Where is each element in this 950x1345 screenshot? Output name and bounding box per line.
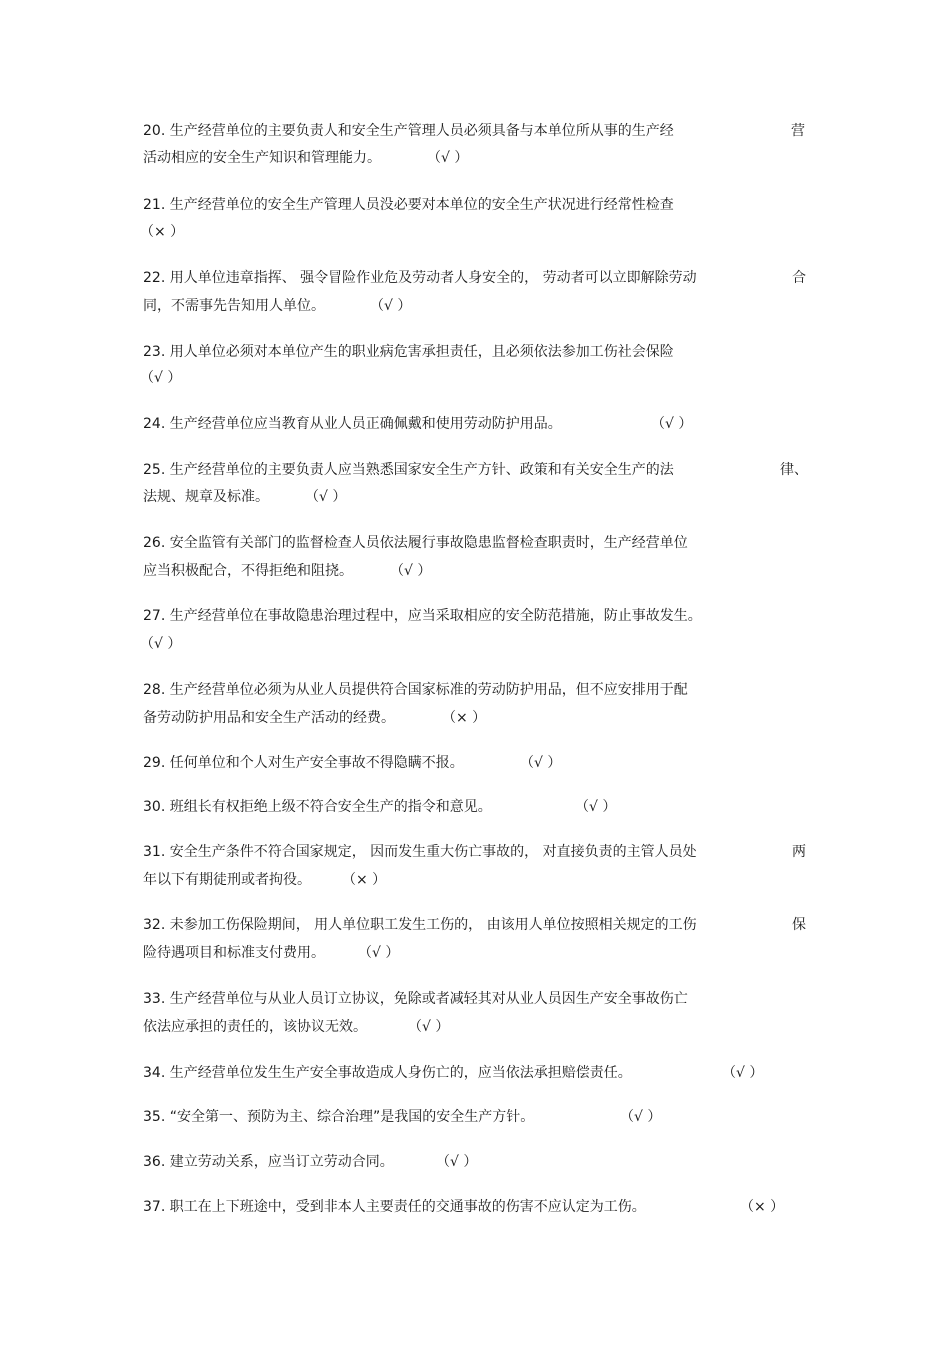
q37-line1: 37. 职工在上下班途中，受到非本人主要责任的交通事故的伤害不应认定为工伤。 <box>143 1199 646 1215</box>
q23-line1: 23. 用人单位必须对本单位产生的职业病危害承担责任，且必须依法参加工伤社会保险 <box>143 344 674 360</box>
q20-answer: （√ ） <box>427 150 469 166</box>
q22-line2: 同，不需事先告知用人单位。 <box>143 298 325 314</box>
q33-line2: 依法应承担的责任的，该协议无效。 <box>143 1019 367 1035</box>
q21-answer: （× ） <box>140 224 185 240</box>
q27-line1: 27. 生产经营单位在事故隐患治理过程中，应当采取相应的安全防范措施，防止事故发生。 <box>143 608 702 624</box>
q25-line1-end: 律、 <box>780 462 808 478</box>
q34-line1: 34. 生产经营单位发生生产安全事故造成人身伤亡的，应当依法承担赔偿责任。 <box>143 1065 632 1081</box>
q22-answer: （√ ） <box>370 298 412 314</box>
q28-answer: （× ） <box>442 710 487 726</box>
q33-answer: （√ ） <box>408 1019 450 1035</box>
q28-line2: 备劳动防护用品和安全生产活动的经费。 <box>143 710 395 726</box>
q25-line1: 25. 生产经营单位的主要负责人应当熟悉国家安全生产方针、政策和有关安全生产的法 <box>143 462 674 478</box>
q36-line1: 36. 建立劳动关系，应当订立劳动合同。 <box>143 1154 394 1170</box>
q26-answer: （√ ） <box>390 563 432 579</box>
q26-line2: 应当积极配合，不得拒绝和阻挠。 <box>143 563 353 579</box>
q22-line1: 22. 用人单位违章指挥、 强令冒险作业危及劳动者人身安全的， 劳动者可以立即解除劳动 <box>143 270 697 286</box>
q35-answer: （√ ） <box>620 1109 662 1125</box>
q29-line1: 29. 任何单位和个人对生产安全事故不得隐瞒不报。 <box>143 755 464 771</box>
q22-line1-end: 合 <box>792 270 806 286</box>
q24-answer: （√ ） <box>651 416 693 432</box>
q31-line2: 年以下有期徒刑或者拘役。 <box>143 872 311 888</box>
q37-answer: （× ） <box>740 1199 785 1215</box>
q25-line2: 法规、规章及标准。 <box>143 489 269 505</box>
q21-line1: 21. 生产经营单位的安全生产管理人员没必要对本单位的安全生产状况进行经常性检查 <box>143 197 674 213</box>
q31-line1-end: 两 <box>792 844 806 860</box>
q32-answer: （√ ） <box>358 945 400 961</box>
q20-line2: 活动相应的安全生产知识和管理能力。 <box>143 150 381 166</box>
q28-line1: 28. 生产经营单位必须为从业人员提供符合国家标准的劳动防护用品，但不应安排用于配 <box>143 682 688 698</box>
q25-answer: （√ ） <box>305 489 347 505</box>
q23-answer: （√ ） <box>140 370 182 386</box>
q20-line1: 20. 生产经营单位的主要负责人和安全生产管理人员必须具备与本单位所从事的生产经 <box>143 123 674 139</box>
q26-line1: 26. 安全监管有关部门的监督检查人员依法履行事故隐患监督检查职责时，生产经营单位 <box>143 535 688 551</box>
q33-line1: 33. 生产经营单位与从业人员订立协议，免除或者减轻其对从业人员因生产安全事故伤亡 <box>143 991 688 1007</box>
q30-answer: （√ ） <box>575 799 617 815</box>
q20-line1-end: 营 <box>791 123 805 139</box>
q34-answer: （√ ） <box>722 1065 764 1081</box>
q31-answer: （× ） <box>342 872 387 888</box>
q29-answer: （√ ） <box>520 755 562 771</box>
q35-line1: 35. “安全第一、预防为主、综合治理”是我国的安全生产方针。 <box>143 1109 535 1125</box>
q31-line1: 31. 安全生产条件不符合国家规定， 因而发生重大伤亡事故的， 对直接负责的主管人员处 <box>143 844 697 860</box>
q32-line2: 险待遇项目和标准支付费用。 <box>143 945 325 961</box>
q32-line1: 32. 未参加工伤保险期间， 用人单位职工发生工伤的， 由该用人单位按照相关规定的工伤 <box>143 917 697 933</box>
q36-answer: （√ ） <box>436 1154 478 1170</box>
q27-answer: （√ ） <box>140 636 182 652</box>
q32-line1-end: 保 <box>792 917 806 933</box>
q30-line1: 30. 班组长有权拒绝上级不符合安全生产的指令和意见。 <box>143 799 492 815</box>
q24-line1: 24. 生产经营单位应当教育从业人员正确佩戴和使用劳动防护用品。 <box>143 416 562 432</box>
